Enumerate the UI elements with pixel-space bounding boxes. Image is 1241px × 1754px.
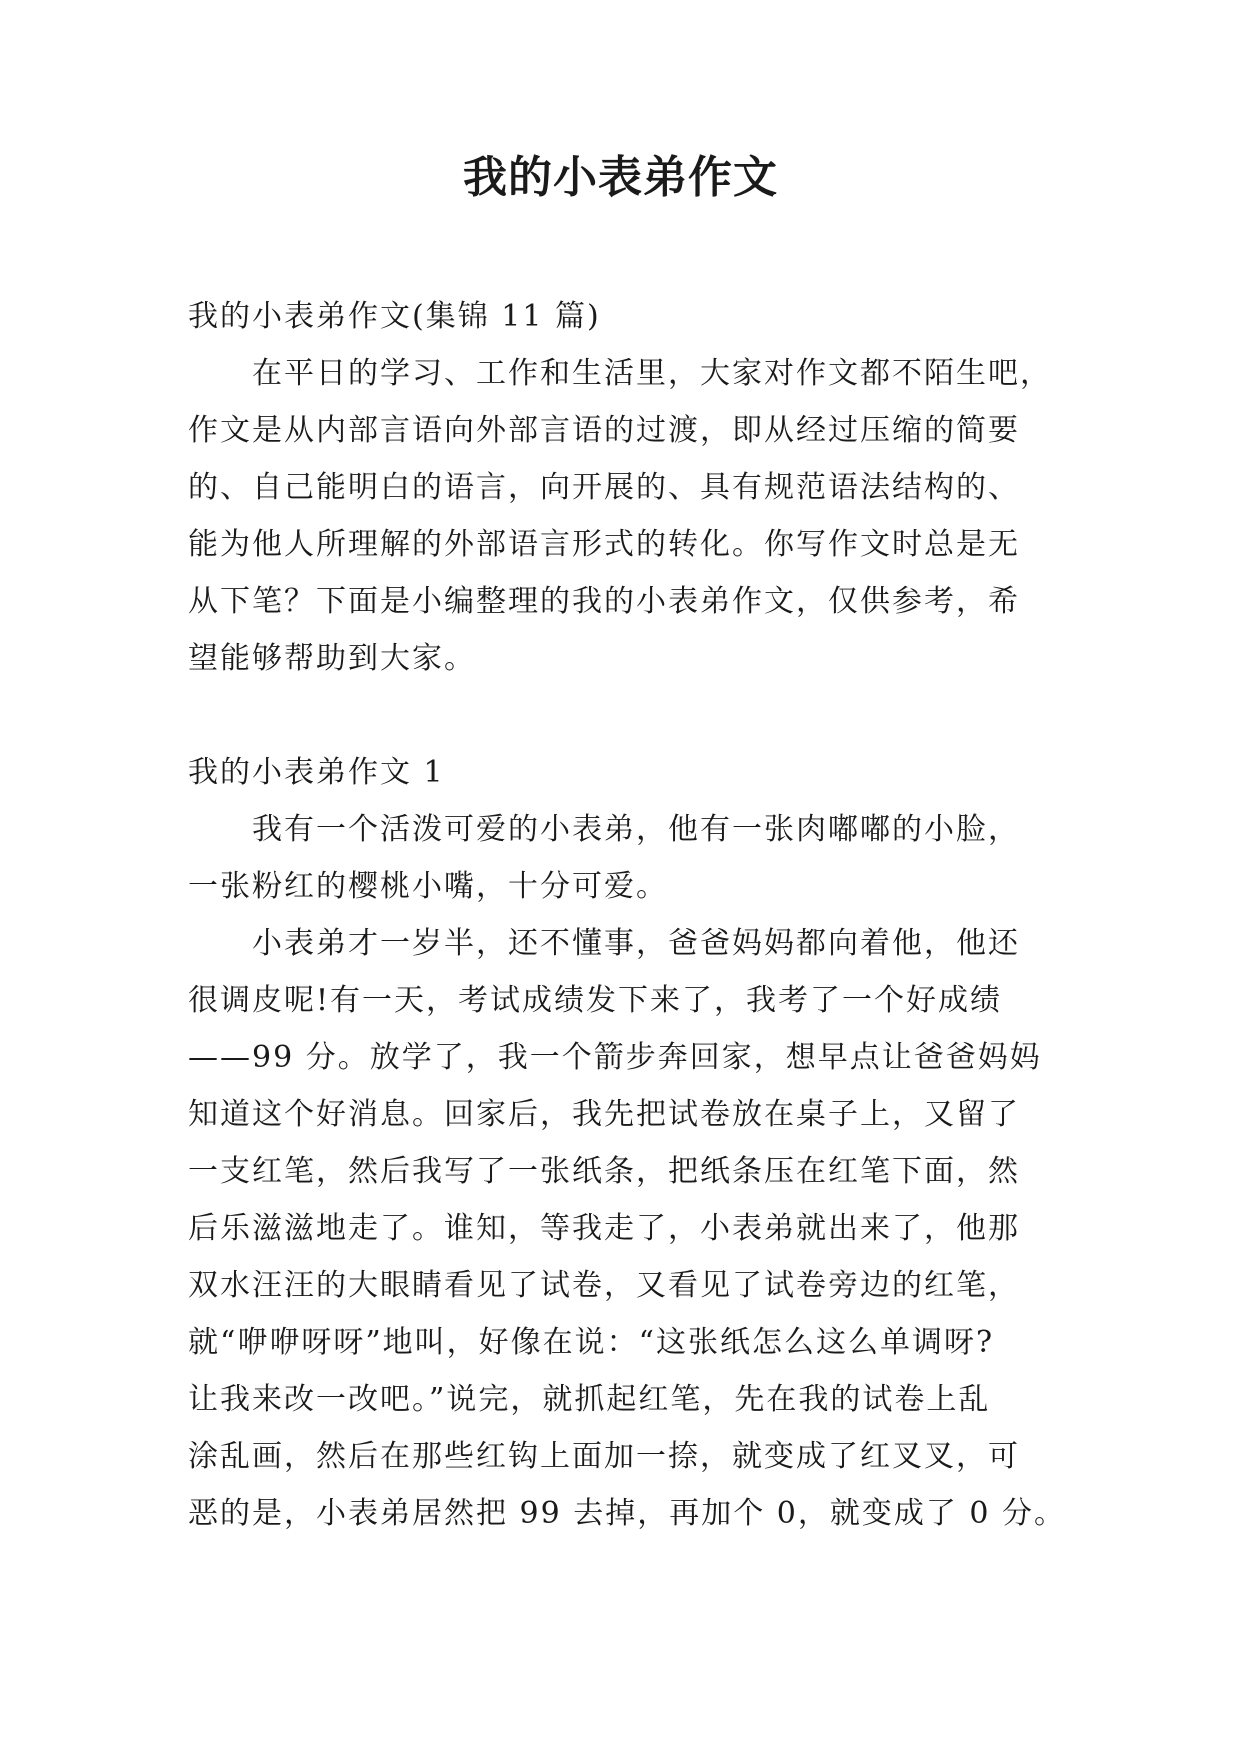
document-body: [188, 288, 1067, 1542]
section-heading: 我的小表弟作文 1: [188, 755, 445, 790]
section-line: 让我来改一改吧。”说完，就抓起红笔，先在我的试卷上乱: [188, 1382, 991, 1417]
intro-line: 的、自己能明白的语言，向开展的、具有规范语法结构的、: [188, 470, 1020, 505]
page-title: 我的小表弟作文: [463, 152, 778, 203]
paragraph-gap: [188, 687, 1048, 744]
section-line: 恶的是，小表弟居然把 99 去掉，再加个 0，就变成了 0 分。: [188, 1496, 1067, 1531]
section-line: 知道这个好消息。回家后，我先把试卷放在桌子上，又留了: [188, 1097, 1020, 1132]
section-line: 我有一个活泼可爱的小表弟，他有一张肉嘟嘟的小脸，: [188, 812, 1020, 847]
section-line: 一支红笔，然后我写了一张纸条，把纸条压在红笔下面，然: [188, 1154, 1020, 1189]
section-line: 双水汪汪的大眼睛看见了试卷，又看见了试卷旁边的红笔，: [188, 1268, 1020, 1303]
intro-line: 望能够帮助到大家。: [188, 641, 476, 676]
document-subtitle: 我的小表弟作文(集锦 11 篇): [188, 299, 601, 334]
section-line: 很调皮呢!有一天，考试成绩发下来了，我考了一个好成绩: [188, 983, 1003, 1018]
section-line: ——99 分。放学了，我一个箭步奔回家，想早点让爸爸妈妈: [188, 1040, 1042, 1075]
section-line: 小表弟才一岁半，还不懂事，爸爸妈妈都向着他，他还: [188, 926, 1020, 961]
intro-line: 能为他人所理解的外部语言形式的转化。你写作文时总是无: [188, 527, 1020, 562]
section-line: 就“咿咿呀呀”地叫，好像在说：“这张纸怎么这么单调呀?: [188, 1325, 995, 1360]
intro-line: 从下笔？下面是小编整理的我的小表弟作文，仅供参考，希: [188, 584, 1020, 619]
intro-line: 在平日的学习、工作和生活里，大家对作文都不陌生吧，: [188, 356, 1052, 391]
intro-line: 作文是从内部言语向外部言语的过渡，即从经过压缩的简要: [188, 413, 1020, 448]
section-line: 涂乱画，然后在那些红钩上面加一捺，就变成了红叉叉，可: [188, 1439, 1020, 1474]
section-line: 一张粉红的樱桃小嘴，十分可爱。: [188, 869, 668, 904]
section-line: 后乐滋滋地走了。谁知，等我走了，小表弟就出来了，他那: [188, 1211, 1020, 1246]
